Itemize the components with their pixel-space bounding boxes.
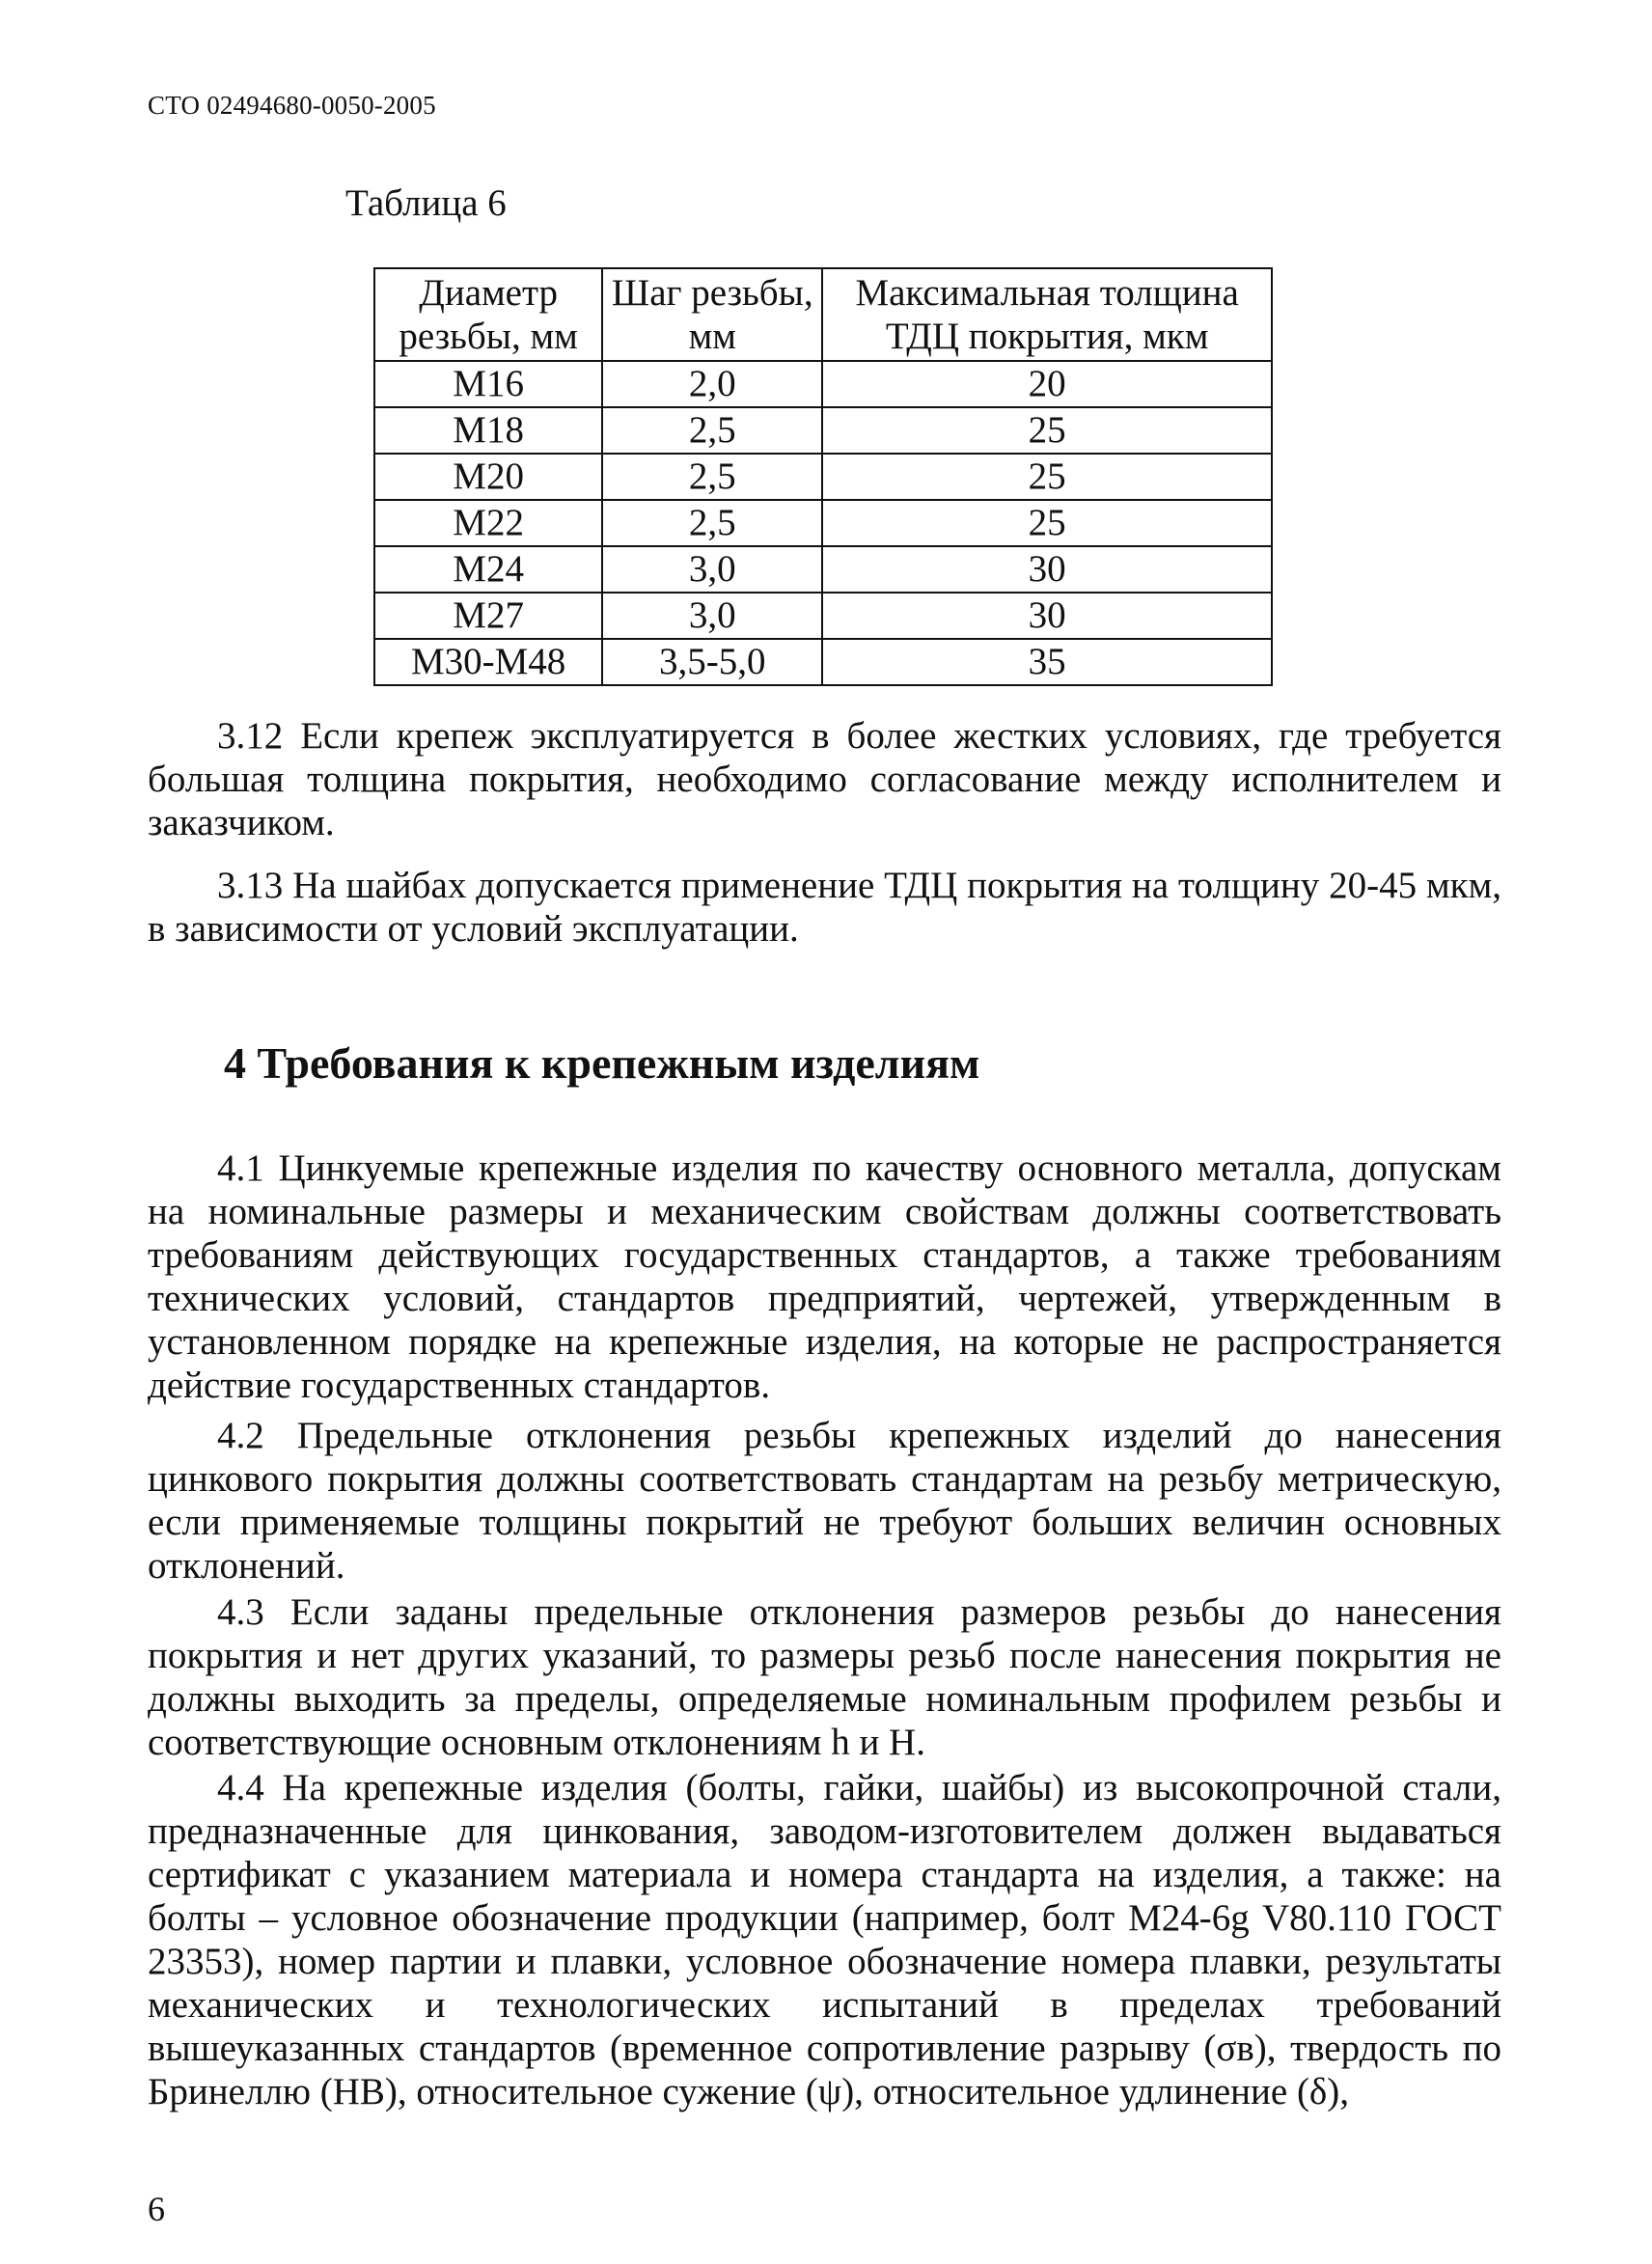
- cell-diameter: М27: [374, 593, 602, 639]
- paragraph-text: 4.1 Цинкуемые крепежные изделия по качеству основного металла, допускам на номинальные размеры и механическим свойствам должны соответствовать требованиям действующих государственных стандартов, а также требованиям технических условий, стандартов предприятий, чертежей, утвержденным в установленном порядке на крепежные изделия, на которые не распространяется действие государственных стандартов.: [148, 1147, 1501, 1406]
- paragraph-text: 3.13 На шайбах допускается применение ТДЦ покрытия на толщину 20-45 мкм, в зависимости от условий эксплуатации.: [148, 865, 1501, 950]
- paragraph-4-1: [148, 1146, 1501, 1407]
- cell-pitch: 2,5: [602, 407, 822, 454]
- cell-pitch: 3,5-5,0: [602, 639, 822, 685]
- column-header-max-thickness: Максимальная толщина ТДЦ покрытия, мкм: [822, 268, 1272, 361]
- page-number: 6: [148, 2190, 165, 2228]
- cell-diameter: М30-М48: [374, 639, 602, 685]
- column-header-pitch: Шаг резьбы, мм: [602, 268, 822, 361]
- cell-pitch: 2,5: [602, 500, 822, 546]
- cell-thickness: 35: [822, 639, 1272, 685]
- table-row: [374, 639, 1272, 685]
- cell-thickness: 30: [822, 546, 1272, 593]
- cell-diameter: М20: [374, 454, 602, 500]
- table-row: [374, 500, 1272, 546]
- paragraph-text: 4.3 Если заданы предельные отклонения размеров резьбы до нанесения покрытия и нет других указаний, то размеры резьб после нанесения покрытия не должны выходить за пределы, определяемые номинальным профилем резьбы и соответствующие основным отклонениям h и H.: [148, 1591, 1501, 1763]
- section-heading: 4 Требования к крепежным изделиям: [224, 1038, 980, 1088]
- cell-thickness: 30: [822, 593, 1272, 639]
- table-row: [374, 454, 1272, 500]
- paragraph-3-13: [148, 864, 1501, 951]
- cell-diameter: М16: [374, 361, 602, 407]
- paragraph-4-2: [148, 1414, 1501, 1588]
- cell-pitch: 3,0: [602, 546, 822, 593]
- cell-thickness: 25: [822, 500, 1272, 546]
- paragraph-4-4: [148, 1766, 1501, 2113]
- cell-diameter: М24: [374, 546, 602, 593]
- paragraph-4-3: [148, 1590, 1501, 1764]
- cell-thickness: 20: [822, 361, 1272, 407]
- paragraph-3-12: [148, 714, 1501, 844]
- document-code: СТО 02494680-0050-2005: [148, 91, 436, 120]
- table-row: [374, 361, 1272, 407]
- column-header-diameter: Диаметр резьбы, мм: [374, 268, 602, 361]
- paragraph-text: 4.2 Предельные отклонения резьбы крепежных изделий до нанесения цинкового покрытия должны соответствовать стандартам на резьбу метрическую, если применяемые толщины покрытий не требуют больших величин основных отклонений.: [148, 1415, 1501, 1587]
- table-row: [374, 546, 1272, 593]
- cell-pitch: 3,0: [602, 593, 822, 639]
- cell-thickness: 25: [822, 454, 1272, 500]
- cell-pitch: 2,5: [602, 454, 822, 500]
- cell-diameter: М22: [374, 500, 602, 546]
- cell-thickness: 25: [822, 407, 1272, 454]
- paragraph-text: 3.12 Если крепеж эксплуатируется в более жестких условиях, где требуется большая толщина покрытия, необходимо согласование между исполнителем и заказчиком.: [148, 715, 1501, 843]
- table-row: [374, 407, 1272, 454]
- table-row: [374, 593, 1272, 639]
- paragraph-text: 4.4 На крепежные изделия (болты, гайки, шайбы) из высокопрочной стали, предназначенные для цинкования, заводом-изготовителем должен выдаваться сертификат с указанием материала и номера стандарта на изделия, а также: на болты – условное обозначение продукции (например, болт М24-6g V80.110 ГОСТ 23353), номер партии и плавки, условное обозначение номера плавки, результаты механических и технологических испытаний в пределах требований вышеуказанных стандартов (временное сопротивление разрыву (σв), твердость по Бринеллю (НВ), относительное сужение (ψ), относительное удлинение (δ),: [148, 1767, 1501, 2112]
- thread-table: [373, 267, 1273, 686]
- table-header-row: [374, 268, 1272, 361]
- table-caption: Таблица 6: [345, 182, 507, 224]
- cell-pitch: 2,0: [602, 361, 822, 407]
- cell-diameter: М18: [374, 407, 602, 454]
